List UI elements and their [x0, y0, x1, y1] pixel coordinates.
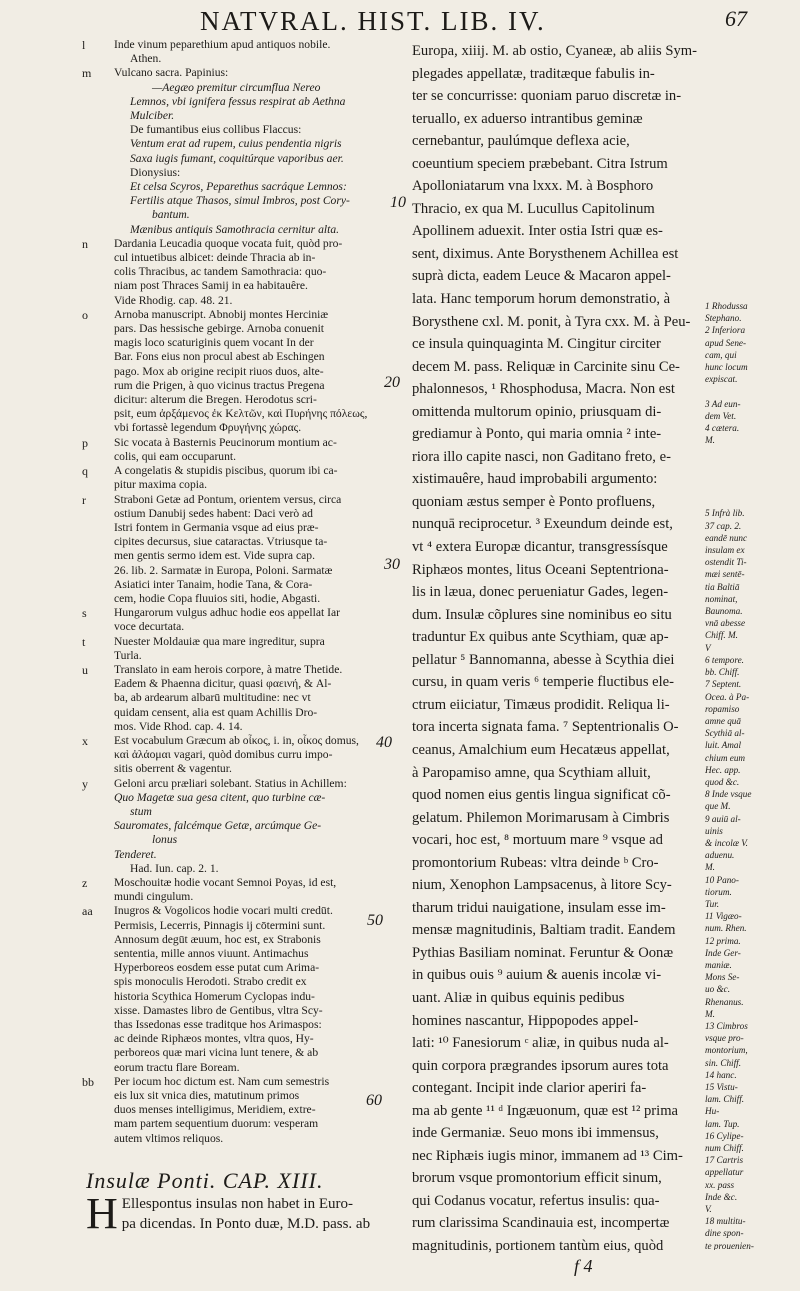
note-letter: r — [82, 492, 86, 507]
margin-note-line: M. — [705, 862, 715, 873]
note-body — [114, 38, 382, 66]
text-line: Pythias Basiliam nominat. Feruntur & Oonæ — [412, 944, 674, 961]
note-line: Hyperboreos eosdem esse putat cum Arima- — [114, 961, 320, 975]
note-body — [114, 663, 382, 734]
main-text-column — [412, 40, 712, 1260]
text-line: homines nascantur, Hippopodes appel- — [412, 1012, 639, 1029]
margin-note-line: V. — [705, 1204, 712, 1215]
text-line: Apolloniatarum vna lxxx. M. à Bosphoro — [412, 178, 654, 195]
note-body — [114, 876, 382, 904]
note-line: pars. Das hessische gebirge. Arnoba conuenit — [114, 322, 325, 336]
margin-note-line: vsque pro- — [705, 1033, 744, 1044]
text-line: suprà dicta, eadem Leuce & Macaron appel- — [412, 268, 671, 285]
margin-note-line: vnā abesse — [705, 618, 746, 629]
note-line: De fumantibus eius collibus Flaccus: — [130, 123, 302, 137]
note-line: pago. Mox ab origine recipit riuos duos, alte- — [114, 364, 324, 378]
margin-note-line: uo &c. — [705, 984, 731, 995]
text-line: quin corpora prægrandes ipsorum aures tota — [412, 1057, 669, 1074]
note-line: Sic vocata à Basternis Peucinorum montium ac- — [114, 435, 337, 449]
text-line: qui Codanus vocatur, refertus insulis: qua- — [412, 1192, 660, 1209]
note-line: Straboni Getæ ad Pontum, orientem versus, circa — [114, 492, 342, 506]
margin-note-line: num Chiff. — [705, 1143, 744, 1154]
margin-note-line: 17 Cartris — [705, 1155, 744, 1166]
note-line: mundi cingulum. — [114, 890, 194, 904]
note-line: Est vocabulum Græcum ab οἶκος, i. in, οἶκος domus, — [114, 733, 359, 747]
line-number: 30 — [384, 556, 400, 573]
text-line: Riphæos montes, litus Oceani Septentriona- — [412, 561, 669, 578]
note-body — [114, 606, 382, 634]
text-line: coeuntium speciem præbebant. Citra Istrum — [412, 155, 668, 172]
note-line: Dardania Leucadia quoque vocata fuit, quòd pro- — [114, 236, 343, 250]
margin-note-line: 16 Cylipe- — [705, 1130, 744, 1141]
margin-note-line: nominat, — [705, 593, 738, 604]
line-number: 60 — [366, 1092, 382, 1109]
margin-note-line: ostendit Ti- — [705, 557, 747, 568]
note-body — [114, 493, 382, 607]
page-number: 67 — [725, 6, 747, 31]
margin-note-line: bb. Chiff. — [705, 667, 740, 678]
note-letter: y — [82, 776, 88, 791]
margin-note-line: dine spon- — [705, 1228, 744, 1239]
margin-note-line: lam. Chiff. — [705, 1094, 745, 1105]
text-line: lis in læua, donec perueniatur Gades, legen- — [412, 584, 669, 601]
note-line: Translato in eam herois corpore, à matre Thetide. — [114, 662, 343, 676]
margin-note-line: 13 Cimbros — [705, 1020, 748, 1031]
note-body — [114, 308, 382, 436]
note-line: pitur maxima copia. — [114, 478, 208, 492]
text-line: à Paropamiso amne, qua Scythiam alluit, — [412, 764, 651, 781]
note-line: rum die Prigen, à quo vicinus tractus Pregena — [114, 378, 325, 392]
text-line: phalonnesos, ¹ Rhosphodusa, Macra. Non est — [412, 381, 675, 398]
note-line: Nuester Moldauiæ qua mare ingreditur, supra — [114, 634, 325, 648]
chapter-line: Ellespontus insulas non habet in Euro- — [121, 1196, 353, 1212]
margin-note-line: te prouenien- — [705, 1240, 754, 1250]
note-letter: l — [82, 38, 86, 52]
note-line: perboreos quæ mari vicina lunt tenere, & ab — [114, 1046, 319, 1060]
note-letter: x — [82, 733, 88, 748]
text-line: inde Germaniæ. Seuo mons ibi immensus, — [412, 1125, 659, 1142]
margin-note-line — [705, 495, 795, 507]
margin-note-line: 37 cap. 2. — [705, 520, 742, 531]
margin-note-line: 2 Inferiora — [705, 325, 746, 336]
margin-note-line: num. Rhen. — [705, 923, 747, 934]
note-line: vbi fortassè legendum Φρυγήνης χώρας. — [114, 421, 302, 435]
note-line: —Aegæo premitur circumflua Nereo — [152, 80, 321, 94]
annotation-note — [82, 904, 382, 1074]
note-line: voce decurtata. — [114, 620, 185, 634]
note-line: spis monoculis Herodoti. Strabo credit ex — [114, 975, 307, 989]
text-line: nec Riphæis iugis minor, immanem ad ¹³ Cim- — [412, 1147, 683, 1164]
margin-note-line: sin. Chiff. — [705, 1057, 741, 1068]
text-line: gelatum. Philemon Morimarusam à Cimbris — [412, 809, 670, 826]
note-letter: p — [82, 435, 88, 450]
text-line: rum clarissima Scandinauia est, incompertæ — [412, 1215, 670, 1232]
note-line: A congelatis & stupidis piscibus, quorum ibi ca- — [114, 464, 338, 478]
note-line: cem, hodie Copa fluuios siti, hodie, Abgasti. — [114, 591, 321, 605]
note-line: Fertilis atque Thasos, simul Imbros, post Cory- — [130, 194, 350, 208]
note-line: thas Issedonas esse traditque hos Arimaspos: — [114, 1018, 322, 1032]
note-line: Annosum degūt æuum, hoc est, ex Strabonis — [114, 932, 321, 946]
note-letter: m — [82, 66, 92, 81]
margin-note-line — [705, 446, 795, 458]
margin-note-line: 7 Septent. — [705, 679, 742, 690]
text-line: magnitudinis, portionem tantùm eius, quòd — [412, 1237, 664, 1254]
margin-note-line: Rhenanus. — [705, 996, 744, 1007]
line-number: 50 — [367, 912, 383, 929]
text-line: Thracio, ex qua M. Lucullus Capitolinum — [412, 200, 655, 217]
text-line: sent, diximus. Ante Borysthenem Achillea est — [412, 245, 679, 262]
note-line: Lemnos, vbi ignifera fessus respirat ab Aethna — [130, 94, 346, 108]
margin-note-line: Tur. — [705, 898, 720, 909]
note-line: ostium Danubij sedes habent: Daci verò ad — [114, 506, 313, 520]
margin-note-line: 12 prima. — [705, 935, 741, 946]
note-letter: bb — [82, 1074, 94, 1089]
note-line: Hungarorum vulgus adhuc hodie eos appellat Iar — [114, 606, 341, 620]
text-line: contegant. Incipit inde clarior aperiri fa- — [412, 1080, 647, 1097]
note-body — [114, 1075, 382, 1146]
note-line: Moschouitæ hodie vocant Semnoi Poyas, id est, — [114, 875, 337, 889]
margin-note-line: mæi sentē- — [705, 569, 745, 580]
note-line: Tenderet. — [114, 847, 157, 861]
line-number: 10 — [390, 194, 406, 211]
text-line: quoniam æstus semper è Ponto profluens, — [412, 493, 656, 510]
text-line: nium, Xenophon Lampsacenus, à litore Scy- — [412, 877, 672, 894]
text-line: Europa, xiiij. M. ab ostio, Cyaneæ, ab aliis Sym- — [412, 43, 697, 59]
text-line: nunquā reciprocetur. ³ Exeundum deinde est, — [412, 516, 673, 533]
text-line — [412, 1258, 712, 1260]
text-line: ceanus, Amalchium eum Hecatæus appellat, — [412, 741, 670, 758]
signature-mark: f 4 — [574, 1256, 593, 1276]
margin-note-line: ropamiso — [705, 703, 740, 714]
annotation-note — [82, 777, 382, 876]
chapter-opening — [86, 1189, 386, 1238]
text-line: mensæ magnitudinis, Baltiam tradit. Eandem — [412, 922, 676, 939]
note-line: Sauromates, falcémque Getæ, arcúmque Ge- — [114, 819, 322, 833]
text-line: cursu, in quam veris ⁶ temperie fluctibus ele- — [412, 674, 675, 691]
note-line: Inde vinum peparethium apud antiquos nobile. — [114, 38, 331, 51]
note-body — [114, 464, 382, 492]
text-line: vocari, hoc est, ⁸ mortuum mare ⁹ vsque ad — [412, 832, 663, 849]
note-line: Saxa iugis fumant, coquitúrque vaporibus aer. — [130, 151, 344, 165]
note-line: stum — [130, 804, 152, 818]
margin-note-line: 11 Vigæo- — [705, 911, 742, 922]
margin-note-line: 9 auiū al- — [705, 813, 741, 824]
annotation-note — [82, 308, 382, 436]
text-line: promontorium Rubeas: vltra deinde ᵇ Cro- — [412, 854, 659, 871]
note-body — [114, 777, 382, 876]
margin-note-line: chium eum — [705, 752, 746, 763]
note-line: Vide Rhodig. cap. 48. 21. — [114, 293, 233, 307]
margin-note-line: M. — [705, 1008, 715, 1019]
note-body — [114, 734, 382, 777]
text-line: pellatur ⁵ Bannomanna, abesse à Scythia diei — [412, 651, 675, 668]
note-line: Inugros & Vogolicos hodie vocari multi credūt. — [114, 904, 333, 918]
margin-note-line — [705, 385, 795, 397]
margin-note-line: 6 tempore. — [705, 654, 744, 665]
note-letter: aa — [82, 904, 93, 919]
note-line: niam post Thraces Samij in ea habitauêre. — [114, 279, 308, 293]
margin-note-line: V — [705, 642, 711, 653]
margin-note-line: expiscat. — [705, 374, 738, 385]
margin-note-line: luit. Amal — [705, 740, 742, 751]
margin-note-line: amne quā — [705, 715, 741, 726]
note-line: lonus — [152, 833, 178, 847]
note-line: cul intuetibus albicet: deinde Thracia ab in- — [114, 251, 316, 265]
text-line: teruallo, ex aduerso intrantibus geminæ — [412, 110, 643, 127]
text-line: tharum tridui nauigatione, insulam esse im- — [412, 899, 666, 916]
note-letter: t — [82, 634, 86, 649]
note-line: colis, qui eam occuparunt. — [114, 449, 237, 463]
annotation-note — [82, 663, 382, 734]
note-line: Permisis, Lecerris, Pinnagis ij cōtermini sunt. — [114, 918, 326, 932]
annotation-note — [82, 436, 382, 464]
text-line: ce insula quinquaginta M. Cingitur circiter — [412, 336, 661, 353]
margin-note-line: 8 Inde vsque — [705, 789, 752, 800]
note-line: psit, eum ἀρξάμενος ἐκ Κελτῶν, καὶ Πυρήνης πόλεως, — [114, 407, 368, 421]
margin-note-line: apud Sene- — [705, 337, 747, 348]
text-line: in quibus ouis ⁹ auium & auenis incolæ vi- — [412, 967, 662, 984]
note-line: mam partem sequentium duorum: vesperam — [114, 1117, 319, 1131]
margin-note-line — [705, 459, 795, 471]
annotation-note — [82, 1075, 382, 1146]
margin-note-line: hunc locum — [705, 362, 748, 373]
margin-note-line: 18 multitu- — [705, 1216, 746, 1227]
margin-note-line: 5 Infrà lib. — [705, 508, 745, 519]
note-line: Et celsa Scyros, Peparethus sacráque Lemnos: — [130, 180, 347, 194]
note-line: Geloni arcu præliari solebant. Statius in Achillem: — [114, 776, 347, 790]
text-line: quod nomen eius gentis lingua significat cõ- — [412, 787, 671, 804]
margin-note-line: lam. Tup. — [705, 1118, 740, 1129]
text-line: traduntur Ex quibus ante Scythiam, quæ ap- — [412, 629, 669, 646]
note-line: dicitur: alterum die Bregen. Herodotus scri- — [114, 393, 317, 407]
text-line: Borysthene cxl. M. ponit, à Tyra cxx. M. à Peu- — [412, 313, 691, 330]
line-number: 40 — [376, 734, 392, 751]
margin-note-line: insulam ex — [705, 545, 745, 556]
margin-note-line: & incolæ V. — [705, 837, 748, 848]
note-line: Per iocum hoc dictum est. Nam cum semestris — [114, 1074, 330, 1088]
text-line: xistimauêre, haud improbabili argumento: — [412, 471, 658, 488]
note-line: Ventum erat ad rupem, cuius pendentia nigris — [130, 137, 342, 151]
note-letter: z — [82, 875, 88, 890]
note-letter: u — [82, 662, 88, 677]
chapter-heading: Insulæ Ponti. CAP. XIII. — [86, 1168, 324, 1193]
annotation-note — [82, 606, 382, 634]
note-line: duos menses intelligimus, Meridiem, extre- — [114, 1103, 316, 1117]
marginal-notes — [705, 300, 795, 1250]
note-body — [114, 635, 382, 663]
note-line: mos. Vide Rhod. cap. 4. 14. — [114, 719, 243, 733]
note-line: autem vltimos reliquos. — [114, 1131, 224, 1145]
margin-note-line: maniæ. — [705, 959, 732, 970]
note-line: quidam censent, alia est quam Achillis Dro- — [114, 705, 318, 719]
margin-note-line: Inde Ger- — [705, 947, 741, 958]
note-line: bantum. — [152, 208, 190, 222]
margin-note-line: Stephano. — [705, 313, 742, 324]
margin-note-line: Baunoma. — [705, 606, 743, 617]
margin-note-line: appellatur — [705, 1167, 744, 1178]
note-letter: s — [82, 606, 87, 621]
text-line: ter se concurrisse: quoniam paruo discretæ in- — [412, 88, 682, 105]
note-line: colis Thracibus, ac tandem Samothracia: quo- — [114, 265, 327, 279]
margin-note-line: eandē nunc — [705, 532, 748, 543]
note-line: magis loco scaturiginis quem vocant In der — [114, 336, 314, 350]
note-line: Asiatici inter Tanaim, hodie Tana, & Cora- — [114, 577, 313, 591]
note-line: Dionysius: — [130, 165, 181, 179]
margin-note-line: 3 Ad eun- — [705, 398, 741, 409]
note-line: eis lux sit vnica dies, matutinum primos — [114, 1089, 300, 1103]
margin-note-line: Ocea. à Pa- — [705, 691, 750, 702]
margin-note-line: cam, qui — [705, 349, 737, 360]
margin-note-line: quod &c. — [705, 776, 740, 787]
text-line: plegades appellatæ, traditæque fabulis in- — [412, 65, 655, 82]
note-line: Had. Iun. cap. 2. 1. — [130, 861, 219, 875]
margin-note-line — [705, 483, 795, 495]
annotation-note — [82, 66, 382, 236]
annotation-note — [82, 38, 382, 66]
text-line: Apollinem aduexit. Inter ostia Istri quæ es- — [412, 223, 663, 240]
margin-note-line: uinis — [705, 825, 723, 836]
margin-note-line: Inde &c. — [705, 1191, 738, 1202]
note-line: men gentis sermo idem est. Vide supra cap. — [114, 549, 315, 563]
note-line: Arnoba manuscript. Abnobij montes Herciniæ — [114, 307, 329, 321]
annotation-note — [82, 464, 382, 492]
text-line: decem M. pass. Reliquæ in Carcinite sinu Ce- — [412, 358, 680, 375]
note-line: historia Scythica Homerum Cyclopas indu- — [114, 989, 315, 1003]
note-line: Quo Magetæ sua gesa citent, quo turbine cæ- — [114, 790, 326, 804]
text-line: uant. Aliæ in quibus equinis pedibus — [412, 989, 625, 1006]
note-line: Mænibus antiquis Samothracia cernitur alta. — [130, 222, 340, 236]
note-line: Vulcano sacra. Papinius: — [114, 66, 229, 80]
text-line: tora incerta signata fama. ⁷ Septentrionalis O- — [412, 719, 679, 736]
text-line: ctrum eiiciatur, Timæus prodidit. Reliqua li- — [412, 696, 670, 713]
text-line: omittenda multorum opinio, priusquam di- — [412, 403, 662, 420]
margin-note-line: 15 Vistu- — [705, 1082, 738, 1092]
note-line: xisse. Damastes libro de Gentibus, vltra Scy- — [114, 1003, 323, 1017]
note-line: Bar. Fons eius non procul abest ab Eschingen — [114, 350, 325, 364]
margin-note-line: montorium, — [705, 1045, 748, 1056]
margin-note-line: 14 hanc. — [705, 1069, 737, 1080]
annotation-note — [82, 493, 382, 607]
note-line: Turla. — [114, 648, 142, 662]
text-line: riora illo capite nasci, non Gaditano freto, e- — [412, 448, 671, 465]
note-line: cipites decursus, siue cataractas. Vtriusque ta- — [114, 535, 328, 549]
annotation-column — [82, 38, 382, 1248]
note-line: Mulciber. — [130, 109, 175, 123]
margin-note-line — [705, 471, 795, 483]
annotation-note — [82, 734, 382, 777]
note-line: καὶ ἀλάομαι vagari, quòd domibus curru impo- — [114, 748, 333, 762]
annotation-note — [82, 876, 382, 904]
note-letter: q — [82, 464, 88, 479]
note-body — [114, 66, 382, 236]
margin-note-line: 4 cætera. — [705, 423, 740, 434]
margin-note-line: 1 Rhodussa — [705, 301, 748, 311]
running-header: NATVRAL. HIST. LIB. IV. — [200, 6, 546, 36]
text-line: cernebantur, paulúmque deflexa acie, — [412, 133, 630, 150]
line-number: 20 — [384, 374, 400, 391]
note-line: sententia, mille annos viuunt. Antimachus — [114, 947, 309, 960]
margin-note-line: Scythiā al- — [705, 728, 745, 739]
note-line: Istri fontem in Germania vsque ad eius præ- — [114, 520, 319, 534]
text-line: lati: ¹⁰ Fanesiorum ᶜ aliæ, in quibus nuda al- — [412, 1035, 669, 1052]
note-line: 26. lib. 2. Sarmatæ in Europa, Poloni. Sarmatæ — [114, 563, 333, 577]
note-letter: n — [82, 236, 88, 251]
text-line: dum. Insulæ cõplures sine nominibus eo situ — [412, 606, 672, 623]
drop-capital: H — [86, 1189, 118, 1238]
margin-note-line: 10 Pano- — [705, 874, 739, 885]
text-line: brorum vsque promontorium efficit sinum, — [412, 1170, 662, 1187]
note-body — [114, 237, 382, 308]
margin-note-line: M. — [705, 435, 715, 446]
margin-note-line: xx. pass — [705, 1179, 735, 1190]
margin-note-line: tiorum. — [705, 886, 732, 897]
note-letter: o — [82, 307, 88, 322]
note-line: ac deinde Riphæos montes, vltra quos, Hy- — [114, 1032, 314, 1046]
note-body — [114, 904, 382, 1074]
note-body — [114, 436, 382, 464]
margin-note-line: tia Baltiā — [705, 581, 740, 592]
margin-note-line: que M. — [705, 801, 731, 812]
note-line: Athen. — [130, 52, 162, 66]
margin-note-line: aduenu. — [705, 850, 735, 861]
note-line: Eadem & Phaenna dicitur, quasi φαεινή, & Al- — [114, 677, 332, 691]
margin-note-line: Hec. app. — [705, 764, 741, 775]
margin-note-line: Chiff. M. — [705, 630, 738, 641]
text-line: lata. Hanc temporum horum demonstratio, à — [412, 291, 671, 308]
annotation-note — [82, 237, 382, 308]
annotation-note — [82, 635, 382, 663]
text-line: vt ⁴ extera Europæ dicantur, transgressísque — [412, 539, 668, 556]
margin-note-line: Mons Se- — [705, 972, 740, 983]
text-line: grediamur à Ponto, qui maria omnia ² inte- — [412, 426, 662, 443]
note-line: eorum tractu flare Boream. — [114, 1060, 240, 1074]
note-line: ba, ab ardearum albarū multitudine: nec vt — [114, 691, 311, 705]
note-line: sitis oberrent & vagentur. — [114, 762, 232, 776]
margin-note-line: Hu- — [705, 1106, 720, 1117]
text-line: ma ab gente ¹¹ ᵈ Ingæuonum, quæ est ¹² prima — [412, 1102, 679, 1119]
margin-note-line: dem Vet. — [705, 410, 737, 421]
chapter-line: pa dicendas. In Ponto duæ, M.D. pass. ab — [121, 1216, 371, 1232]
